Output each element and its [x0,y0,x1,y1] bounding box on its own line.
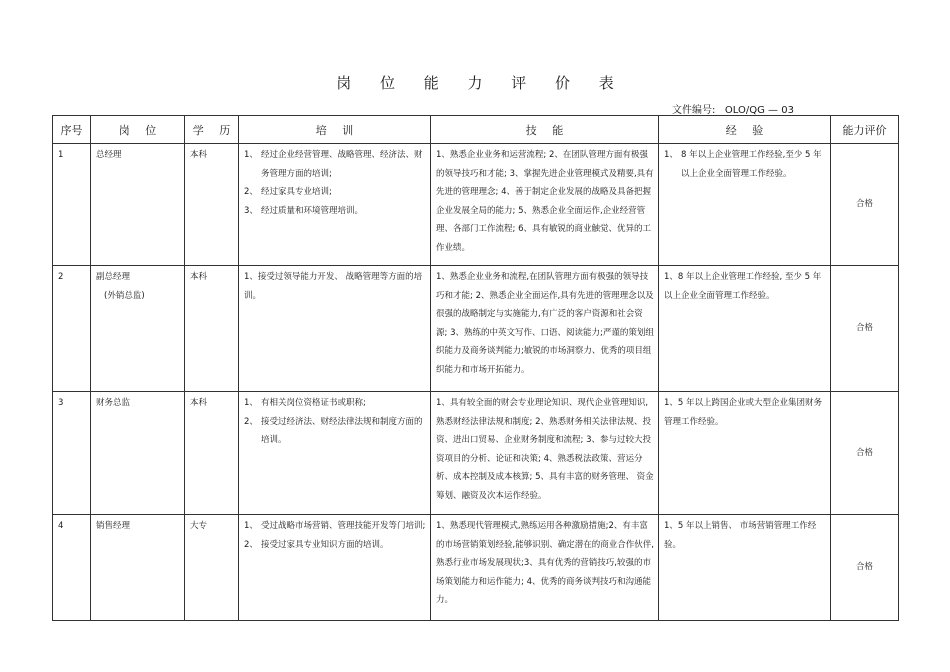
training-item [244,536,426,555]
item-number: 1、 [244,398,258,408]
row-experience [659,144,831,266]
item-text: 接受过经济法、财经法律法规和制度方面的培训。 [261,416,423,445]
table-row [53,266,899,392]
item-text: 经过企业经营管理、战略管理、经济法、财务管理方面的培训; [261,150,423,179]
training-item [244,394,426,413]
row-position [91,144,185,266]
item-number: 1、 [244,150,258,160]
document-title: 岗 位 能 力 评 价 表 [336,74,626,92]
table-row [53,144,899,266]
document-number-label: 文件编号: [672,105,716,116]
position-subtitle: (外销总监) [104,290,145,301]
experience-item [664,146,826,183]
document-number-value: OLO/QG — 03 [724,105,794,116]
experience-item [664,517,826,554]
position-title: 总经理 [96,150,122,160]
training-item [244,146,426,183]
row-education: 大专 [185,515,239,621]
position-title: 销售经理 [96,521,131,531]
row-education: 本科 [185,392,239,515]
row-number: 3 [53,392,91,515]
item-text: 1、接受过领导能力开发、 战略管理等方面的培训。 [244,272,423,301]
header-number: 序号 [53,116,91,144]
row-skills: 1、熟悉企业业务和流程,在团队管理方面有极强的领导技巧和才能; 2、熟悉企业全面运作,具有先进的管理理念以及很强的战略制定与实施能力,有广泛的客户资源和社会资源; 3、熟练的中英文写作、口语、阅读能力;严谨的策划组织能力及商务谈判能力;敏锐的市场洞察力、优秀的项目组织能力和市场开拓能力。 [431,266,659,392]
item-text: 1、5 年以上销售、 市场营销管理工作经验。 [664,521,817,550]
row-number: 1 [53,144,91,266]
row-education: 本科 [185,144,239,266]
row-education: 本科 [185,266,239,392]
row-evaluation: 合格 [831,266,899,392]
item-text: 经过家具专业培训; [261,187,332,197]
table-row [53,515,899,621]
item-text: 受过战略市场营销、管理技能开发等门培训; [261,521,426,531]
training-item [244,517,426,536]
header-education: 学 历 [185,116,239,144]
row-position [91,515,185,621]
document-number [672,101,794,116]
row-position [91,392,185,515]
position-title: 副总经理 [96,272,131,282]
training-item [244,202,426,221]
item-number: 2、 [244,187,258,197]
row-evaluation: 合格 [831,515,899,621]
header-training: 培 训 [239,116,431,144]
item-number: 3、 [244,205,258,216]
header-position: 岗 位 [91,116,185,144]
experience-item [664,394,826,431]
training-item [244,183,426,202]
row-number: 4 [53,515,91,621]
training-item [244,413,426,450]
item-text: 有相关岗位资格证书或职称; [261,398,366,408]
item-text: 1、5 年以上跨国企业或大型企业集团财务管理工作经验。 [664,398,823,427]
training-item [244,268,426,305]
row-position [91,266,185,392]
table-row [53,392,899,515]
row-experience [659,266,831,392]
evaluation-table [52,115,899,621]
header-skills: 技 能 [431,116,659,144]
row-skills: 1、具有较全面的财会专业理论知识、现代企业管理知识,熟悉财经法律法规和制度; 2、熟悉财务相关法律法规、投资、进出口贸易、企业财务制度和流程; 3、参与过较大投资项目的分析、论证和决策; 4、熟悉税法政策、营运分析、成本控制及成本核算; 5、具有丰富的财务管理、 资金筹划、融资及次本运作经验。 [431,392,659,515]
item-number: 1、 [664,150,678,160]
row-skills: 1、熟悉现代管理模式,熟练运用各种激励措施;2、有丰富的市场营销策划经验,能够识别、确定潜在的商业合作伙伴,熟悉行业市场发展现状;3、具有优秀的营销技巧,较强的市场策划能力和运作能力; 4、优秀的商务谈判技巧和沟通能力。 [431,515,659,621]
position-title: 财务总监 [96,398,131,408]
item-text: 经过质量和环境管理培训。 [261,205,364,216]
item-number: 1、 [244,521,258,531]
row-experience [659,515,831,621]
item-text: 1、8 年以上企业管理工作经验, 至少 5 年以上企业全面管理工作经验。 [664,272,822,301]
experience-item [664,268,826,305]
row-skills: 1、熟悉企业业务和运营流程; 2、在团队管理方面有极强的领导技巧和才能; 3、掌握先进企业管理模式及精要,具有先进的管理理念; 4、善于制定企业发展的战略及具备把握企业发展全局的能力; 5、熟悉企业全面运作,企业经营管理、各部门工作流程; 6、具有敏锐的商业触觉、优异的工作业绩。 [431,144,659,266]
item-number: 2、 [244,416,258,427]
row-training [239,392,431,515]
row-training [239,515,431,621]
row-experience [659,392,831,515]
row-evaluation: 合格 [831,392,899,515]
header-evaluation: 能力评价 [831,116,899,144]
row-training [239,144,431,266]
item-text: 8 年以上企业管理工作经验,至少 5 年以上企业全面管理工作经验。 [681,150,822,179]
row-number: 2 [53,266,91,392]
row-training [239,266,431,392]
row-evaluation: 合格 [831,144,899,266]
item-text: 接受过家具专业知识方面的培训。 [261,539,389,550]
header-experience: 经 验 [659,116,831,144]
table-header-row [53,116,899,144]
item-number: 2、 [244,539,258,550]
